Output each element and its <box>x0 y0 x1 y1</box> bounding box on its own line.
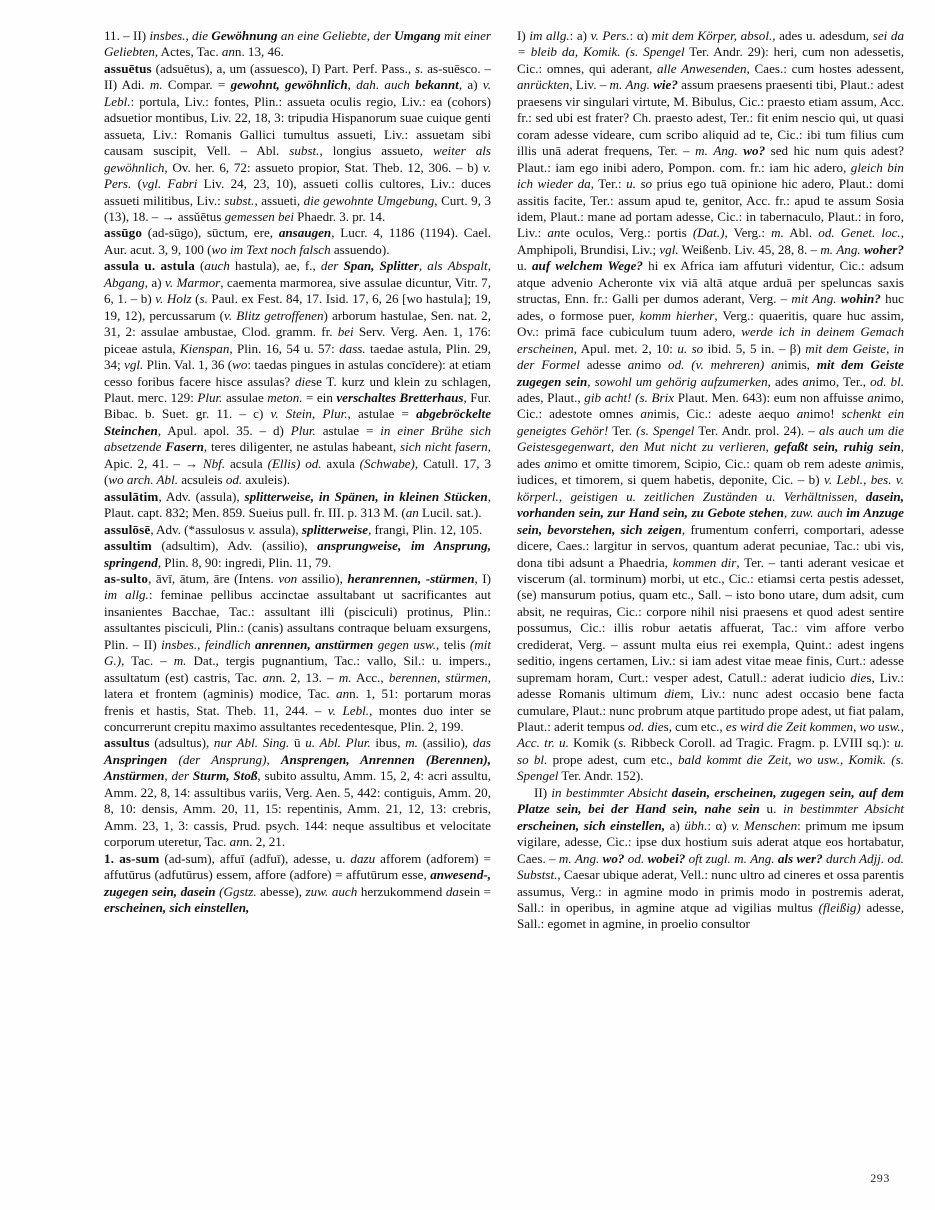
entry-assulose: assulōsē, Adv. (*assulosus v. assula), splitterweise, frangi, Plin. 12, 105. <box>104 521 483 537</box>
entry-assum: 1. as-sum (ad-sum), affuī (adfuī), adesse, u. dazu afforem (adforem) = affutūrus (adfutūrus) essem, affore (adfore) = affutūrum esse, anwesend-, zugegen sein, dasein (Ggstz. abesse), zuw. auch herzukommend dasein = erscheinen, sich einstellen, <box>104 850 492 916</box>
entry-assuetus: assuētus (adsuētus), a, um (assuesco), I) Part. Perf. Pass., s. as-suēsco. – II) Adi. m. Compar. = gewohnt, gewöhnlich, dah. auch bekannt, a) v. Lebl.: portula, Liv.: fontes, Plin.: assueta oculis regio, Liv.: ea (cohors) adsuetior montibus, Liv. 22, 18, 3: tripudia Hispanorum suae cuique genti assueta, Liv.: Romanis Gallici tumultus assueti, Liv.: assuetam sibi causam suscipit, Vell. – Abl. subst., longius assueto, weiter als gewöhnlich, Ov. her. 6, 72: assueto propior, Stat. Theb. 12, 306. – b) v. Pers. (vgl. Fabri Liv. 24, 23, 10), assueti collis cultores, Liv.: duces assueti militibus, Liv.: subst., assueti, die gewohnte Umgebung, Curt. 9, 3 (13), 18. – → assŭētus gemessen bei Phaedr. 3. pr. 14. <box>104 60 492 224</box>
paragraph-assuetudo-tail: 11. – II) insbes., die Gewöhnung an eine Geliebte, der Umgang mit einer Geliebten, Actes, Tac. ann. 13, 46. <box>104 28 491 60</box>
entry-assugo: assūgo (ad-sūgo), sūctum, ere, ansaugen, Lucr. 4, 1186 (1194). Cael. Aur. acut. 3, 9, 100 (wo im Text noch falsch assuendo). <box>104 225 491 257</box>
right-column <box>517 28 904 1158</box>
page-number: 293 <box>870 1171 890 1185</box>
entry-assulatim: assulātim, Adv. (assula), splitterweise, in Spänen, in kleinen Stücken, Plaut. capt. 832; Men. 859. Sueius pull. fr. III. p. 313 M. (an Lucil. sat.). <box>104 488 491 521</box>
entry-assultim: assultim (adsultim), Adv. (assilio), ansprungweise, im Ansprung, springend, Plin. 8, 90: ingredi, Plin. 11, 79. <box>104 538 491 570</box>
entry-assula: assula u. astula (auch hastula), ae, f., der Span, Splitter, als Abspalt, Abgang, a) v. Marmor, caementa marmorea, sive assulae dicuntur, Vitr. 7, 6, 1. – b) v. Holz (s. Paul. ex Fest. 84, 17. Isid. 17, 6, 26 [wo hastula]; 19, 19, 12), percussarum (v. Blitz getroffenen) arborum hastulae, Sen. nat. 2, 31, 2: assulae ambustae, Clod. gramm. fr. bei Serv. Verg. Aen. 1, 176: piceae astula, Kienspan, Plin. 16, 54 u. 57: dass. taedae astula, Plin. 29, 34; vgl. Plin. Val. 1, 36 (wo: taedas pingues in astulas concīdere): at etiam cesso foribus facere hisce assulas? diese T. kurz und klein zu schlagen, Plaut. merc. 129: Plur. assulae meton. = ein verschaltes Bretterhaus, Fur. Bibac. b. Suet. gr. 11. – c) v. Stein, Plur., astulae = abgebröckelte Steinchen, Apul. apol. 35. – d) Plur. astulae = in einer Brühe sich absetzende Fasern, teres diligenter, ne astulas habeant, sich nicht fasern, Apic. 2, 41. – → Nbf. acsula (Ellis) od. axula (Schwabe), Catull. 17, 3 (wo arch. Abl. acsuleis od. axuleis). <box>104 258 492 488</box>
left-column <box>104 28 491 1158</box>
entry-assulto: as-sulto, āvī, ātum, āre (Intens. von assilio), heranrennen, -stürmen, I) im allg.: feminae pellibus accinctae assultabant ut sacrificantes aut insanientes Bacchae, Tac.: assultant illi (pisciculi) protinus, Plin.: assultantes pisciculi, Plin.: (canis) assultans contraque beluam exsurgens, Plin. – II) insbes., feindlich anrennen, anstürmen gegen usw., telis (mit G.), Tac. – m. Dat., tergis pugnantium, Tac.: vallo, Sil.: u. impers., assultatum (est) castris, Tac. ann. 2, 13. – m. Acc., berennen, stürmen, latera et frontem (agminis) modice, Tac. ann. 1, 51: portarum moras frenis et hastis, Stat. Theb. 11, 244. – v. Lebl., montes duo inter se concurrerunt crepitu maximo assultantes recedentesque, Plin. 2, 199. <box>104 570 492 735</box>
entry-assultus: assultus (adsultus), nur Abl. Sing. ū u. Abl. Plur. ibus, m. (assilio), das Anspringen (der Ansprung), Ansprengen, Anrennen (Berennen), Anstürmen, der Sturm, Stoß, subito assultu, Amm. 15, 2, 4: acri assultu, Amm. 22, 8, 14: assultibus variis, Verg. Aen. 5, 442: contiguis, Amm. 20, 8, 10: densis, Amm. 20, 11, 15: repentinis, Amm. 21, 12, 13: crebris, Amm. 23, 1, 3: cassis, Prud. psych. 144: neque assultibus et velocitate corporum uteretur, Tac. ann. 2, 21. <box>104 735 491 850</box>
two-column-text-body <box>104 28 904 1158</box>
entry-assum-section-I: I) im allg.: a) v. Pers.: α) mit dem Körper, absol., ades u. adesdum, sei da = bleib da, Komik. (s. Spengel Ter. Andr. 29): heri, cum non adessetis, Cic.: omnes, qui aderant, alle Anwesenden, Caes.: cum hostes adessent, anrückten, Liv. – m. Ang. wie? assum praesens praesenti tibi, Plaut.: adest praesens vir singulari virtute, M. Bibulus, Cic.: praesto etiam assum, Acc. fr.: sed ubi est frater? Ch. praesto adest, Ter.: fit enim nescio qui, ut quasi coram adesse videare, cum scribo aliquid ad te, Cic.: ibi tum filius cum illis unā aderat frequens, Ter. – m. Ang. wo? sed hic num quis adest? Plaut.: iam ego inibi adero, Pompon. com. fr.: iam hic adero, gleich bin ich wieder da, Ter.: u. so prius ego tuā opinione hic adero, Plaut.: domi assitis facite, Ter.: assum apud te, genitor, Acc. fr.: apud te assum Sosia idem, Plaut.: mane ad portam adesse, Cic.: in tabernaculo, Plaut.: in foro, Liv.: ante oculos, Verg.: portis (Dat.), Verg.: m. Abl. od. Genet. loc., Amphipoli, Brundisi, Liv.; vgl. Weißenb. Liv. 45, 28, 8. – m. Ang. woher? u. auf welchem Wege? hi ex Africa iam affuturi videntur, Cic.: adsum atque advenio Acheronte vix viā altā atque arduā per speluncas saxis structas, Enn. fr.: Galli per dumos aderant, Verg. – mit Ang. wohin? huc ades, o formose puer, komm hierher, Verg.: quaeritis, quare huc assim, Ov.: primā face cubiculum tuum adero, werde ich in deinem Gemach erscheinen, Apul. met. 2, 10: u. so ibid. 5, 5 in. – β) mit dem Geiste, in der Formel adesse animo od. (v. mehreren) animis, mit dem Geiste zugegen sein, sowohl um gehörig aufzumerken, ades animo, Ter., od. bl. ades, Plaut., gib acht! (s. Brix Plaut. Men. 643): eum non affuisse animo, Cic.: adestote omnes animis, Cic.: adeste aequo animo! schenkt ein geneigtes Gehör! Ter. (s. Spengel Ter. Andr. prol. 24). – als auch um die Geistesgegenwart, den Mut nicht zu verlieren, gefaßt sein, ruhig sein, ades animo et omitte timorem, Scipio, Cic.: quam ob rem adeste animis, iudices, et timorem, si quem habetis, deponite, Cic. – b) v. Lebl., bes. v. körperl., geistigen u. zeitlichen Zuständen u. Verhältnissen, dasein, vorhanden sein, zur Hand sein, zu Gebote stehen, zuw. auch im Anzuge sein, bevorstehen, sich zeigen, frumentum conferri, comportari, adesse dicere, Caes.: largitur in servos, quantum aderat pecuniae, Tac.: ubi vis, dona tibi adsunt a Phaedria, kommen dir, Ter. – tanti aderant vesicae et viscerum (al. torminum) morbi, ut etc., Cic.: etiamsi certa pestis adesset, (se) mansurum potius, quam etc., Sall. – isto bono utare, dum adsit, cum absit, ne requiras, Cic.: corpore nihil nisi praesens et quod adest sentire possumus, Cic.: illis robur aetatis affuerat, Tac.: vim affore verbo crediderat, Verg. – assunt multa eius rei exempla, Quint.: adest ingens seditio, ingens certamen, Liv.: si iam adest vitae meae finis, Curt.: adesse supremam horam, Curt.: vesper adest, Catull.: aderat iudicio dies, Liv.: adesse Romanis ultimum diem, Liv.: nunc adest occasio bene facta cumulare, Plaut.: nunc probrum atque partitudo prope adest, ut fiat palam, Plaut.: aderit tempus od. dies, cum etc., es wird die Zeit kommen, wo usw., Acc. tr. u. Komik (s. Ribbeck Coroll. ad Tragic. Fragm. p. LVIII sq.): u. so bl. prope adest, cum etc., bald kommt die Zeit, wo usw., Komik. (s. Spengel Ter. Andr. 152). <box>517 28 905 784</box>
entry-assum-section-II: II) in bestimmter Absicht dasein, erscheinen, zugegen sein, auf dem Platze sein, bei der Hand sein, nahe sein u. in bestimmter Absicht erscheinen, sich einstellen, a) übh.: α) v. Menschen: primum me ipsum vigilare, adesse, Cic.: ipse dux hostium suis aderat atque eos hortabatur, Caes. – m. Ang. wo? od. wobei? oft zugl. m. Ang. als wer? durch Adjj. od. Substst., Caesar ubique aderat, Vell.: nunc ultro ad cineres et ossa parentis assumus, Verg.: in agmine modo in primis modo in postremis aderat, Sall.: in operibus, in agmine atque ad vigilias multus (fleißig) adesse, Sall.: egomet in agmine, in proelio consultor <box>517 784 905 932</box>
